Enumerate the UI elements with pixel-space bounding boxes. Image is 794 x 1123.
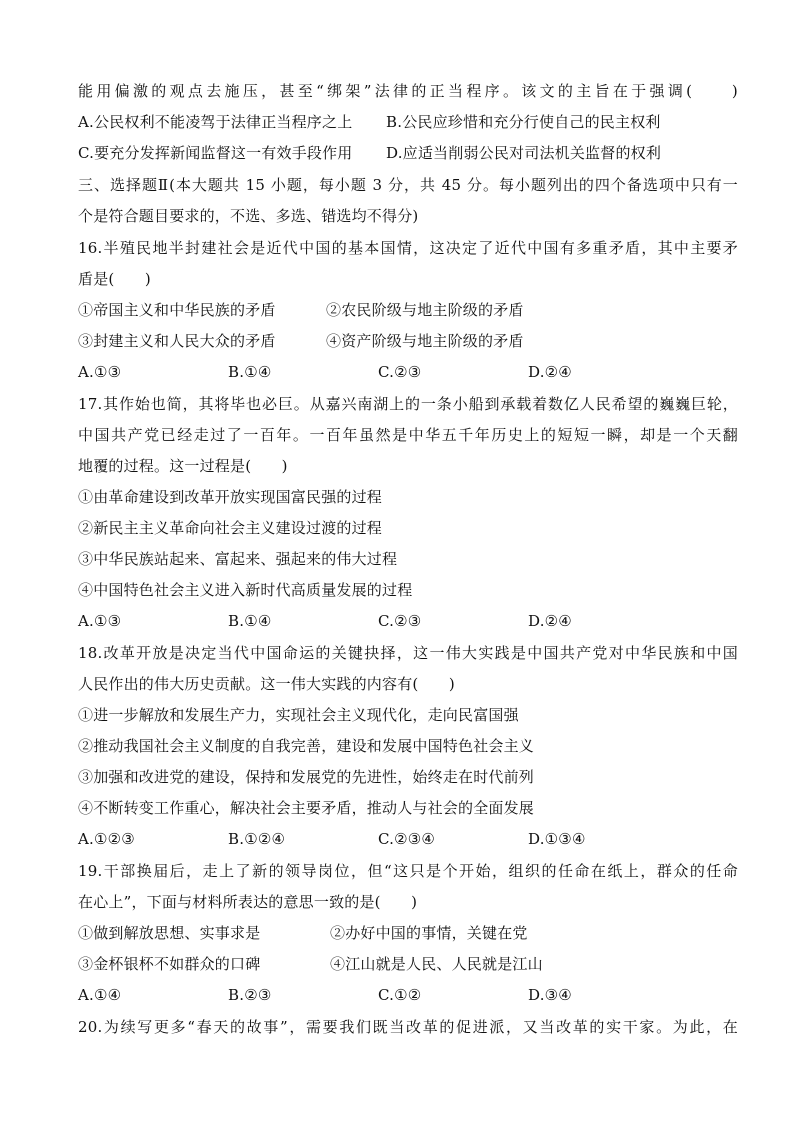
q18-choice-a: A.①②③: [78, 830, 135, 848]
q17-choice-c: C.②③: [378, 612, 422, 630]
q17-item-2: ②新民主主义革命向社会主义建设过渡的过程: [78, 519, 383, 537]
q16-items-12: [78, 299, 738, 321]
q16-choice-c: C.②③: [378, 363, 422, 381]
q18-stem: 18.改革开放是决定当代中国命运的关键抉择，这一伟大实践是中国共产党对中华民族和中国: [78, 644, 738, 662]
q17-stem-end: 地覆的过程。这一过程是( ): [78, 457, 288, 475]
q16-item-1: ①帝国主义和中华民族的矛盾: [78, 301, 276, 319]
q18-choices: [78, 828, 738, 850]
q19-stem: 19.干部换届后，走上了新的领导岗位，但“这只是个开始，组织的任命在纸上，群众的任命: [78, 862, 738, 880]
q18-stem-cont: 人民作出的伟大历史贡献。这一伟大实践的内容有( ): [78, 675, 455, 693]
q17-choice-a: A.①③: [78, 612, 122, 630]
q19-item-3: ③金杯银杯不如群众的口碑: [78, 955, 261, 973]
q19-items-12: [78, 922, 738, 944]
q16-stem: 16.半殖民地半封建社会是近代中国的基本国情，这决定了近代中国有多重矛盾，其中主要矛: [78, 239, 738, 257]
q19-choice-d: D.③④: [528, 986, 572, 1004]
q15-option-c: C.要充分发挥新闻监督这一有效手段作用: [78, 144, 353, 162]
q18-item-4: ④不断转变工作重心，解决社会主要矛盾，推动人与社会的全面发展: [78, 799, 535, 817]
q15-stem-tail: 能用偏激的观点去施压，甚至“绑架”法律的正当程序。该文的主旨在于强调( ): [78, 82, 738, 100]
q16-item-3: ③封建主义和人民大众的矛盾: [78, 332, 276, 350]
q19-choice-b: B.②③: [228, 986, 272, 1004]
q16-items-34: [78, 330, 738, 352]
q18-item-2: ②推动我国社会主义制度的自我完善，建设和发展中国特色社会主义: [78, 737, 535, 755]
q19-choice-a: A.①④: [78, 986, 122, 1004]
q15-option-b: B.公民应珍惜和充分行使自己的民主权利: [386, 113, 661, 131]
q15-option-d: D.应适当削弱公民对司法机关监督的权利: [386, 144, 662, 162]
q15-options-cd: [78, 142, 738, 164]
q17-choice-d: D.②④: [528, 612, 572, 630]
q18-item-1: ①进一步解放和发展生产力，实现社会主义现代化，走向民富国强: [78, 706, 519, 724]
section-heading: 三、选择题Ⅱ(本大题共 15 小题，每小题 3 分，共 45 分。每小题列出的四个备选项中只有一: [78, 176, 738, 194]
q16-choice-b: B.①④: [228, 363, 272, 381]
q18-choice-c: C.②③④: [378, 830, 436, 848]
q16-stem-cont: 盾是( ): [78, 270, 151, 288]
q19-choices: [78, 984, 738, 1006]
q19-stem-cont: 在心上”，下面与材料所表达的意思一致的是( ): [78, 893, 418, 911]
q16-item-2: ②农民阶级与地主阶级的矛盾: [326, 301, 524, 319]
q19-item-4: ④江山就是人民、人民就是江山: [330, 955, 543, 973]
q15-option-a: A.公民权利不能凌驾于法律正当程序之上: [78, 113, 353, 131]
q18-choice-b: B.①②④: [228, 830, 286, 848]
q19-items-34: [78, 953, 738, 975]
q17-item-4: ④中国特色社会主义进入新时代高质量发展的过程: [78, 581, 413, 599]
q19-item-1: ①做到解放思想、实事求是: [78, 924, 261, 942]
q16-choice-d: D.②④: [528, 363, 572, 381]
q19-choice-c: C.①②: [378, 986, 422, 1004]
q16-choice-a: A.①③: [78, 363, 122, 381]
q17-item-1: ①由革命建设到改革开放实现国富民强的过程: [78, 488, 383, 506]
q17-stem-cont: 中国共产党已经走过了一百年。一百年虽然是中华五千年历史上的短短一瞬，却是一个天翻: [78, 426, 738, 444]
q18-choice-d: D.①③④: [528, 830, 586, 848]
q16-choices: [78, 361, 738, 383]
q19-item-2: ②办好中国的事情，关键在党: [330, 924, 528, 942]
q15-options-ab: [78, 111, 738, 133]
q17-item-3: ③中华民族站起来、富起来、强起来的伟大过程: [78, 550, 398, 568]
q17-stem: 17.其作始也简，其将毕也必巨。从嘉兴南湖上的一条小船到承载着数亿人民希望的巍巍巨轮，: [78, 395, 738, 413]
q17-choices: [78, 610, 738, 632]
q17-choice-b: B.①④: [228, 612, 272, 630]
q18-item-3: ③加强和改进党的建设，保持和发展党的先进性，始终走在时代前列: [78, 768, 535, 786]
section-heading-cont: 个是符合题目要求的，不选、多选、错选均不得分): [78, 207, 419, 225]
q20-stem: 20.为续写更多“春天的故事”，需要我们既当改革的促进派，又当改革的实干家。为此，在: [78, 1018, 738, 1036]
q16-item-4: ④资产阶级与地主阶级的矛盾: [326, 332, 524, 350]
